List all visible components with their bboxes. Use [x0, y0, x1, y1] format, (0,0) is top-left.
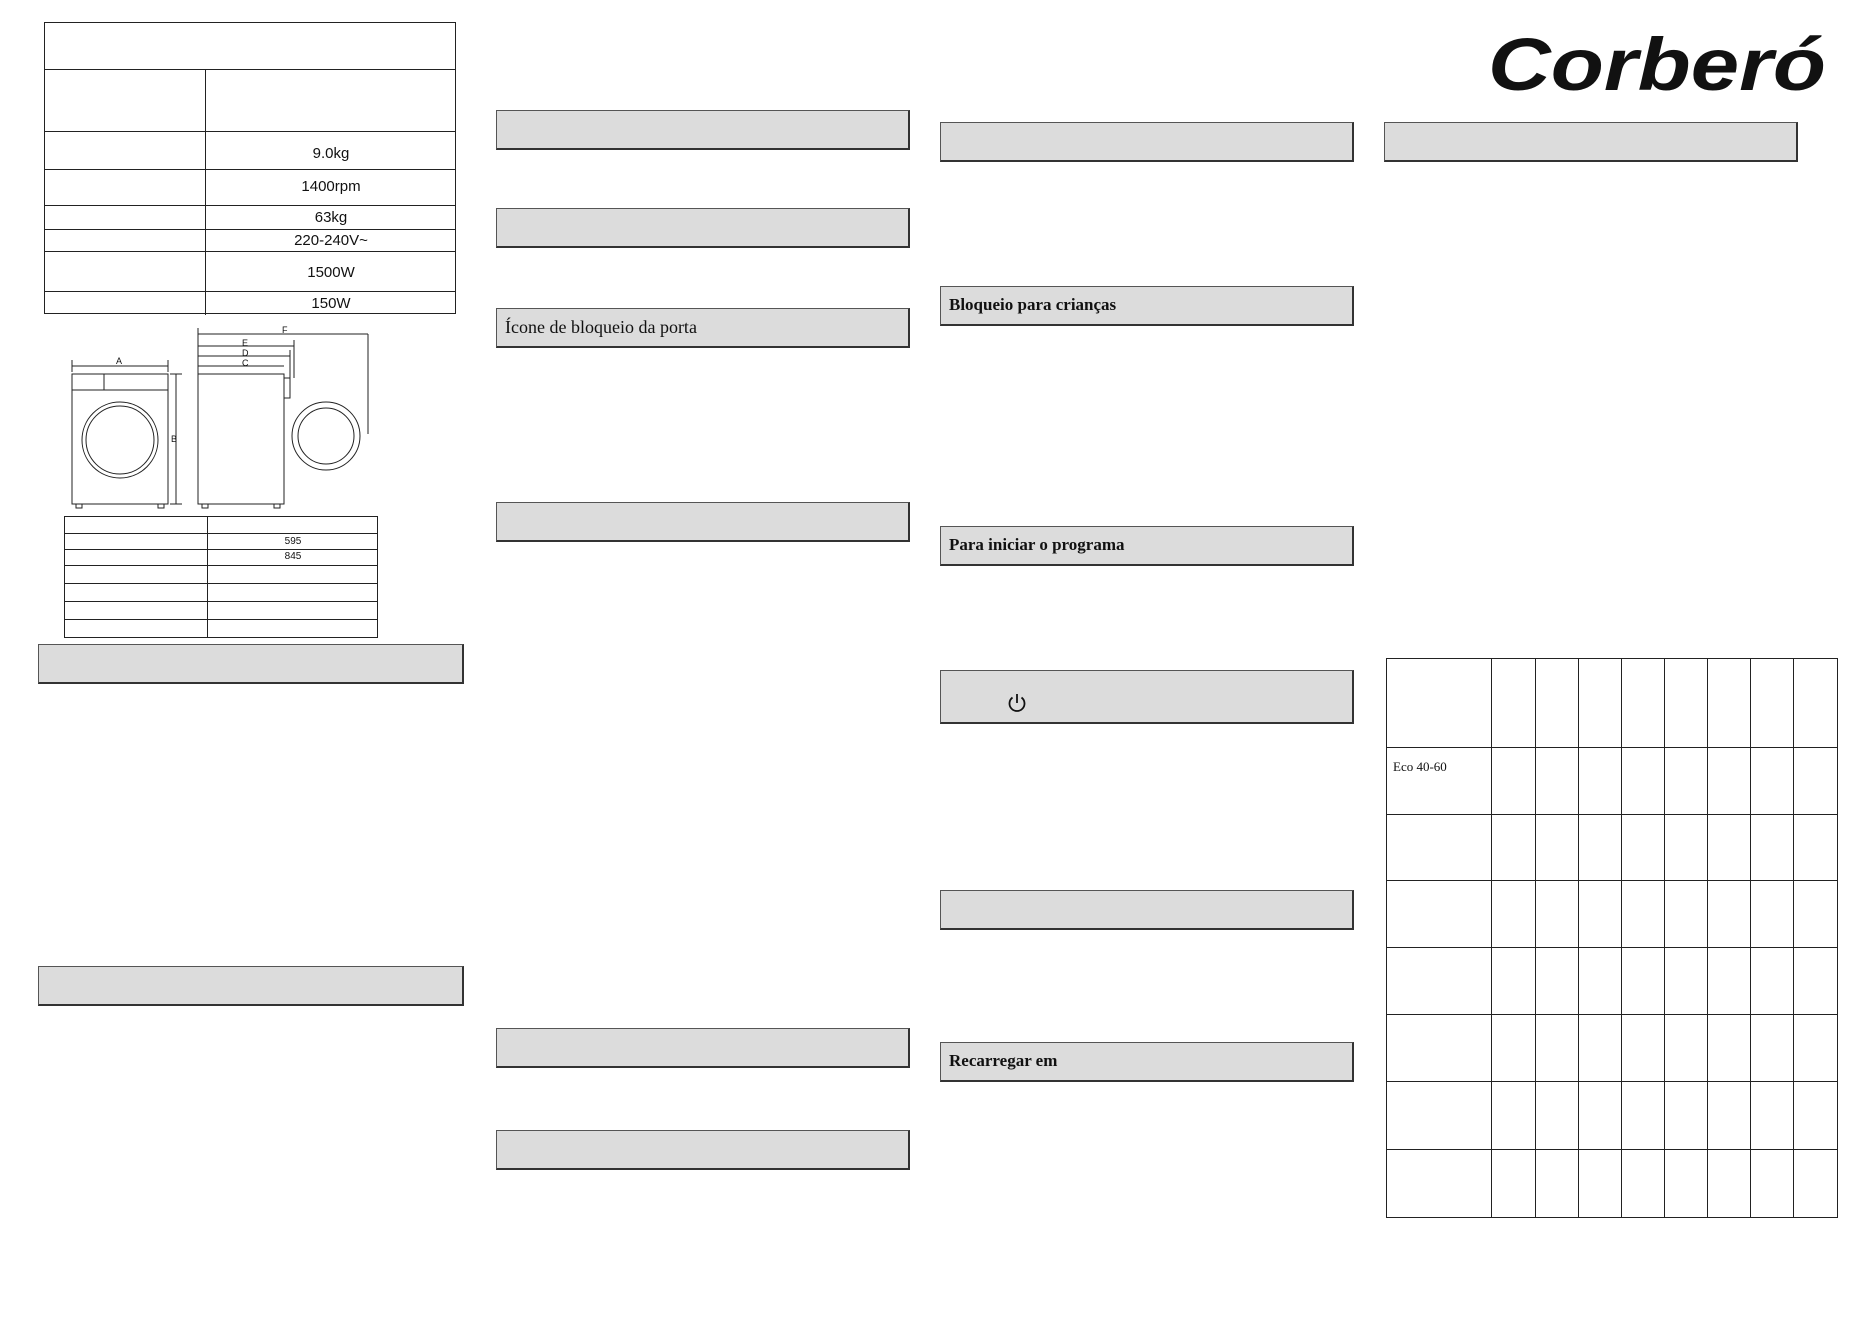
section-bar-col2-5: [496, 1028, 910, 1068]
spec-table: [44, 22, 456, 314]
svg-text:Corberó: Corberó: [1488, 28, 1826, 100]
program-table: [1386, 658, 1838, 1218]
spec-standby: 150W: [311, 295, 351, 312]
dimension-diagram: [64, 326, 384, 512]
section-reload: Recarregar em: [940, 1042, 1354, 1082]
spec-power: 1500W: [307, 264, 355, 281]
diagram-label-f: F: [282, 326, 288, 335]
spec-voltage: 220-240V~: [294, 232, 368, 249]
diagram-label-d: D: [242, 348, 249, 358]
program-eco-40-60: Eco 40-60: [1393, 759, 1447, 774]
diagram-label-a: A: [116, 356, 123, 366]
section-bar-col1-2: [38, 966, 464, 1006]
section-door-lock-icon: Ícone de bloqueio da porta: [496, 308, 910, 348]
section-bar-col2-6: [496, 1130, 910, 1170]
section-bar-col4-1: [1384, 122, 1798, 162]
dimension-table: [64, 516, 378, 638]
dimension-a-value: 595: [284, 536, 302, 547]
power-icon: [1006, 692, 1028, 714]
dimension-b-value: 845: [284, 551, 302, 562]
spec-capacity: 9.0kg: [312, 145, 350, 162]
section-child-lock: Bloqueio para crianças: [940, 286, 1354, 326]
section-bar-col1-1: [38, 644, 464, 684]
section-bar-col2-1: [496, 110, 910, 150]
brand-logo: [1488, 28, 1830, 100]
diagram-label-c: C: [242, 358, 249, 368]
section-bar-col2-4: [496, 502, 910, 542]
section-bar-col3-5: [940, 890, 1354, 930]
spec-weight: 63kg: [314, 209, 348, 226]
section-power: [940, 670, 1354, 724]
diagram-label-e: E: [242, 338, 249, 348]
section-start-program: Para iniciar o programa: [940, 526, 1354, 566]
diagram-label-b: B: [171, 434, 178, 444]
section-bar-col2-2: [496, 208, 910, 248]
spec-spin: 1400rpm: [301, 178, 361, 195]
section-bar-col3-1: [940, 122, 1354, 162]
